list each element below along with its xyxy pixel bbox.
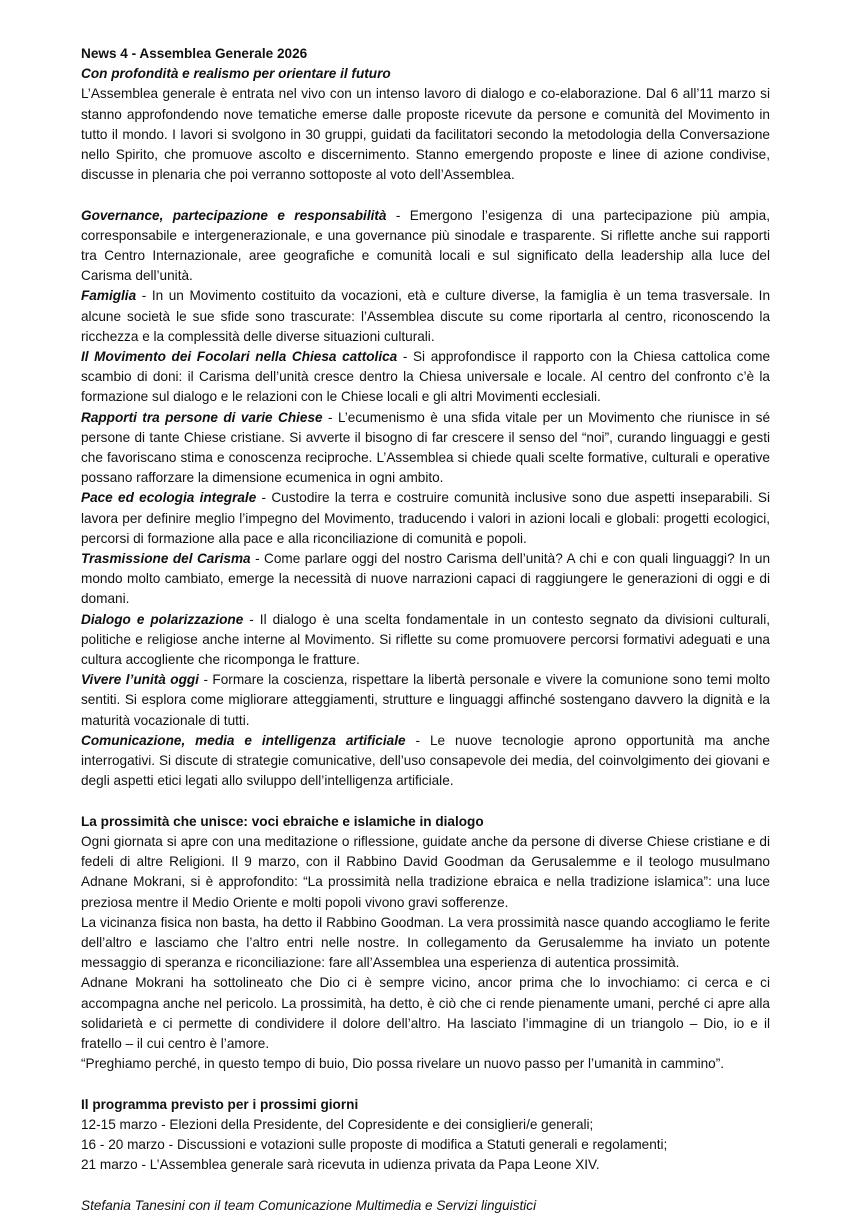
intro-paragraph: L’Assemblea generale è entrata nel vivo con un intenso lavoro di dialogo e co-elaborazione. Dal 6 all’11 marzo si stanno approfondendo nove tematiche emerse dalle proposte ricevute da persone e comunità del Movimento in tutto il mondo. I lavori si svolgono in 30 gruppi, guidati da facilitatori secondo la metodologia della Conversazione nello Spirito, che promuove ascolto e discernimento. Stanno emergendo proposte e linee di azione condivise, discusse in plenaria che poi verranno sottoposte al voto dell’Assemblea. (81, 86, 770, 183)
topic-paragraph (81, 610, 770, 671)
topic-text: - Come parlare oggi del nostro Carisma dell’unità? A chi e con quali linguaggi? In un mondo molto cambiato, emerge la necessità di nuove narrazioni capaci di raggiungere le generazioni di oggi e di domani. (81, 551, 770, 607)
topics-list (81, 206, 770, 792)
spacer (81, 185, 770, 205)
section-heading: La prossimità che unisce: voci ebraiche e islamiche in dialogo (81, 813, 484, 829)
topic-name: Comunicazione, media e intelligenza artificiale (81, 732, 406, 748)
schedule-item: 12-15 marzo - Elezioni della Presidente, del Copresidente e dei consiglieri/e generali; (81, 1116, 594, 1132)
topic-paragraph (81, 670, 770, 731)
document-page (81, 44, 770, 1216)
topic-paragraph (81, 206, 770, 287)
topic-paragraph (81, 347, 770, 408)
topic-text: - L’ecumenismo è una sfida vitale per un Movimento che riunisce in sé persone di tante Chiese cristiane. Si avverte il bisogno di far crescere il senso del “noi”, curando linguaggi e gesti che favoriscano stima e conoscenza reciproche. L’Assemblea si chiede quali scelte formative, culturali e operative possano rafforzare la dimensione ecumenica in ogni ambito. (81, 409, 770, 486)
topic-name: Trasmissione del Carisma (81, 551, 251, 567)
topic-name: Vivere l’unità oggi (81, 672, 199, 688)
topic-text: - Si approfondisce il rapporto con la Chiesa cattolica come scambio di doni: il Carisma dell’unità cresce dentro la Chiesa universale e locale. Al centro del confronto c’è la formazione sul dialogo e le relazioni con le Chiese locali e gli altri Movimenti ecclesiali. (81, 349, 771, 405)
news-subtitle: Con profondità e realismo per orientare il futuro (81, 66, 391, 82)
quote-paragraph: “Preghiamo perché, in questo tempo di buio, Dio possa rivelare un nuovo passo per l’umanità in cammino”. (81, 1056, 725, 1072)
topic-name: Famiglia (81, 288, 137, 304)
spacer (81, 1074, 770, 1094)
body-paragraph: Adnane Mokrani ha sottolineato che Dio ci è sempre vicino, ancor prima che lo invochiamo: ci cerca e ci accompagna anche nel pericolo. La prossimità, ha detto, è ciò che ci rende pienamente umani, perché ci apre alla solidarietà e ci permette di condividere il dolore dell’altro. Ha lasciato l’immagine di un triangolo – Dio, io e il fratello – il cui centro è l’amore. (81, 975, 770, 1051)
section-heading: Il programma previsto per i prossimi giorni (81, 1096, 359, 1112)
topic-paragraph (81, 286, 770, 347)
author-signature: Stefania Tanesini con il team Comunicazione Multimedia e Servizi linguistici (81, 1197, 537, 1213)
body-paragraph: Ogni giornata si apre con una meditazione o riflessione, guidate anche da persone di diverse Chiese cristiane e di fedeli di altre Religioni. Il 9 marzo, con il Rabbino David Goodman da Gerusalemme e il teologo musulmano Adnane Mokrani, si è approfondito: “La prossimità nella tradizione ebraica e nella tradizione islamica”: una luce preziosa mentre il Medio Oriente e molti popoli vivono gravi sofferenze. (81, 833, 770, 910)
topic-paragraph (81, 549, 770, 610)
schedule-item: 16 - 20 marzo - Discussioni e votazioni sulle proposte di modifica a Statuti generali e regolamenti; (81, 1136, 668, 1152)
spacer (81, 792, 770, 812)
news-title: News 4 - Assemblea Generale 2026 (81, 46, 308, 61)
topic-text: - Custodire la terra e costruire comunità inclusive sono due aspetti inseparabili. Si lavora per definire meglio l’impegno del Movimento, traducendo i valori in azioni locali e globali: progetti ecologici, percorsi di formazione alla pace e alla riconciliazione di comunità e popoli. (81, 490, 770, 546)
topic-name: Il Movimento dei Focolari nella Chiesa cattolica (81, 349, 398, 365)
topic-paragraph (81, 731, 770, 792)
schedule-section (81, 1095, 770, 1176)
topic-text: - In un Movimento costituito da vocazioni, età e culture diverse, la famiglia è un tema trasversale. In alcune società le sue sfide sono trascurate: l’Assemblea discute su come riportarla al centro, riconoscendo la ricchezza e la complessità delle diverse situazioni culturali. (81, 288, 770, 344)
topic-paragraph (81, 408, 770, 489)
spacer (81, 1175, 770, 1195)
topic-text: - Le nuove tecnologie aprono opportunità ma anche interrogativi. Si discute di strategie comunicative, dell’uso consapevole dei media, del coinvolgimento dei giovani e degli aspetti etici legati allo sviluppo dell’intelligenza artificiale. (81, 732, 770, 789)
topic-text: - Il dialogo è una scelta fondamentale in un contesto segnato da divisioni culturali, politiche e religiose anche interne al Movimento. Si riflette su come promuovere percorsi formativi adeguati e una cultura accogliente che ricomponga le fratture. (81, 611, 770, 668)
topic-name: Governance, partecipazione e responsabilità (81, 207, 387, 223)
schedule-item: 21 marzo - L’Assemblea generale sarà ricevuta in udienza privata da Papa Leone XIV. (81, 1157, 600, 1173)
topic-text: - Emergono l’esigenza di una partecipazione più ampia, corresponsabile e intergenerazionale, e una governance più sinodale e trasparente. Si riflette anche sui rapporti tra Centro Internazionale, aree geografiche e comunità locali e sul significato della leadership alla luce del Carisma dell’unità. (81, 207, 770, 284)
topic-text: - Formare la coscienza, rispettare la libertà personale e vivere la comunione sono temi molto sentiti. Si esplora come migliorare atteggiamenti, strutture e linguaggi affinché sostengano davvero la dignità e la maturità vocazionale di tutti. (81, 672, 771, 728)
topic-name: Dialogo e polarizzazione (81, 611, 244, 627)
body-paragraph: La vicinanza fisica non basta, ha detto il Rabbino Goodman. La vera prossimità nasce quando accogliamo le ferite dell’altro e lasciamo che l’altro entri nelle nostre. In collegamento da Gerusalemme ha inviato un potente messaggio di speranza e riconciliazione: fare all’Assemblea una esperienza di autentica prossimità. (81, 914, 770, 971)
dialogue-section (81, 812, 770, 1075)
topic-name: Pace ed ecologia integrale (81, 490, 257, 506)
topic-name: Rapporti tra persone di varie Chiese (81, 409, 323, 425)
topic-paragraph (81, 488, 770, 549)
